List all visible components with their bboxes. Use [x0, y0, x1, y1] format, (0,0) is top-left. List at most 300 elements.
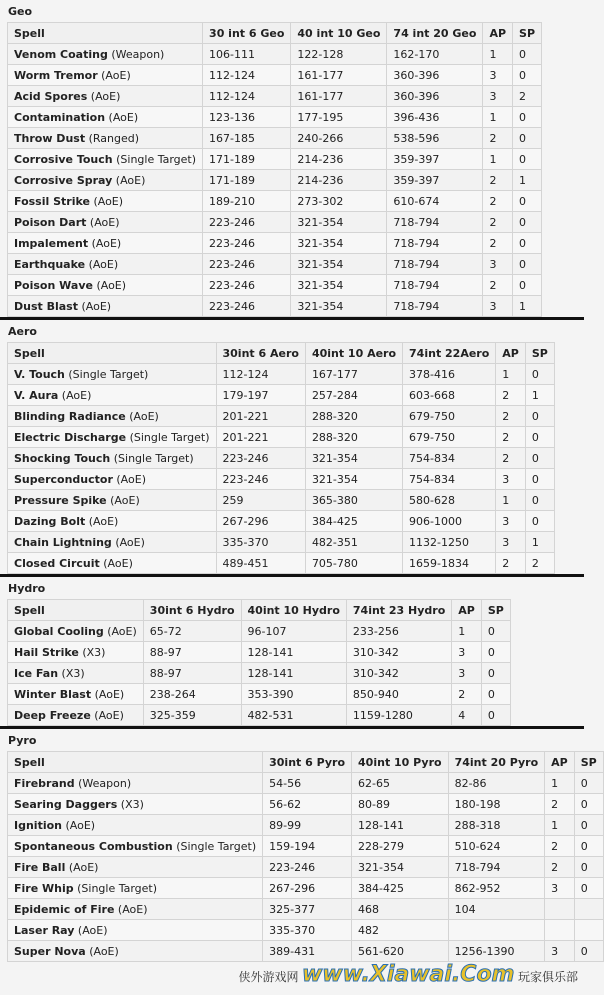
spell-cell: [8, 773, 263, 794]
sp-cell: 1: [525, 385, 554, 406]
section-geo: [0, 0, 584, 317]
damage-cell: 310-342: [346, 663, 451, 684]
spell-name: Blinding Radiance: [14, 409, 126, 423]
column-header: AP: [496, 343, 526, 364]
ap-cell: 1: [545, 773, 575, 794]
damage-cell: 718-794: [387, 212, 483, 233]
spell-name: Poison Wave: [14, 278, 93, 292]
damage-cell: 104: [448, 899, 545, 920]
spell-cell: [8, 364, 217, 385]
damage-cell: 378-416: [403, 364, 496, 385]
table-header-row: [8, 23, 542, 44]
spell-tag: (AoE): [77, 923, 108, 937]
damage-cell: 325-359: [143, 705, 241, 726]
ap-cell: 2: [545, 857, 575, 878]
spell-tag: (AoE): [129, 409, 159, 423]
sp-cell: 0: [525, 406, 554, 427]
damage-cell: 179-197: [216, 385, 305, 406]
spell-tag: (AoE): [94, 687, 125, 701]
ap-cell: 3: [496, 469, 526, 490]
damage-cell: 321-354: [352, 857, 449, 878]
table-row: [8, 920, 604, 941]
watermark-text-left: 侠外游戏网: [238, 970, 299, 984]
table-row: [8, 532, 555, 553]
sp-cell: 0: [481, 621, 510, 642]
watermark-logo: [238, 962, 578, 987]
damage-cell: 240-266: [291, 128, 387, 149]
column-header: 74int 22Aero: [403, 343, 496, 364]
table-row: [8, 149, 542, 170]
damage-cell: 321-354: [291, 275, 387, 296]
damage-cell: 360-396: [387, 65, 483, 86]
damage-cell: 233-256: [346, 621, 451, 642]
table-row: [8, 448, 555, 469]
damage-cell: 679-750: [403, 427, 496, 448]
spell-name: Electric Discharge: [14, 430, 127, 444]
sp-cell: 0: [574, 836, 603, 857]
column-header: 40 int 10 Geo: [291, 23, 387, 44]
spell-tag: (Single Target): [68, 367, 149, 381]
spell-cell: [8, 233, 203, 254]
column-header: 30int 6 Hydro: [143, 600, 241, 621]
damage-cell: 510-624: [448, 836, 545, 857]
table-row: [8, 899, 604, 920]
spell-cell: [8, 705, 144, 726]
column-header: 40int 10 Aero: [305, 343, 402, 364]
ap-cell: [545, 899, 575, 920]
column-header: SP: [513, 23, 542, 44]
spell-name: Dazing Bolt: [14, 514, 86, 528]
spell-tag: (X3): [82, 645, 106, 659]
column-header: Spell: [8, 600, 144, 621]
column-header: SP: [574, 752, 603, 773]
column-header: 74 int 20 Geo: [387, 23, 483, 44]
ap-cell: 3: [496, 532, 526, 553]
table-row: [8, 511, 555, 532]
damage-cell: 177-195: [291, 107, 387, 128]
spell-tag: (AoE): [94, 708, 124, 722]
table-row: [8, 490, 555, 511]
sp-cell: 0: [481, 663, 510, 684]
damage-cell: 80-89: [352, 794, 449, 815]
damage-cell: 610-674: [387, 191, 483, 212]
column-header: Spell: [8, 343, 217, 364]
damage-cell: 718-794: [387, 254, 483, 275]
table-header-row: [8, 752, 604, 773]
ap-cell: 1: [452, 621, 482, 642]
spell-name: Closed Circuit: [14, 556, 100, 570]
damage-cell: 189-210: [203, 191, 291, 212]
spell-cell: [8, 511, 217, 532]
damage-cell: 384-425: [305, 511, 402, 532]
damage-cell: 1256-1390: [448, 941, 545, 962]
damage-cell: 321-354: [291, 212, 387, 233]
damage-cell: 321-354: [305, 469, 402, 490]
table-row: [8, 212, 542, 233]
table-row: [8, 44, 542, 65]
ap-cell: 2: [483, 170, 513, 191]
damage-cell: 223-246: [203, 296, 291, 317]
ap-cell: 3: [483, 296, 513, 317]
damage-cell: 603-668: [403, 385, 496, 406]
table-row: [8, 406, 555, 427]
sp-cell: [574, 920, 603, 941]
table-row: [8, 878, 604, 899]
damage-cell: 359-397: [387, 170, 483, 191]
table-row: [8, 233, 542, 254]
table-header-row: [8, 600, 511, 621]
ap-cell: 3: [496, 511, 526, 532]
spell-tag: (Single Target): [129, 430, 210, 444]
damage-cell: 201-221: [216, 427, 305, 448]
table-row: [8, 296, 542, 317]
column-header: AP: [545, 752, 575, 773]
spell-cell: [8, 857, 263, 878]
damage-cell: 389-431: [263, 941, 352, 962]
damage-cell: 718-794: [387, 233, 483, 254]
spell-tag: (Single Target): [116, 152, 197, 166]
sp-cell: 0: [525, 448, 554, 469]
damage-cell: 228-279: [352, 836, 449, 857]
damage-cell: 267-296: [216, 511, 305, 532]
damage-cell: 679-750: [403, 406, 496, 427]
damage-cell: 862-952: [448, 878, 545, 899]
ap-cell: 2: [496, 406, 526, 427]
damage-cell: 360-396: [387, 86, 483, 107]
damage-cell: 112-124: [216, 364, 305, 385]
column-header: Spell: [8, 752, 263, 773]
damage-cell: 273-302: [291, 191, 387, 212]
ap-cell: 2: [496, 427, 526, 448]
ap-cell: 2: [452, 684, 482, 705]
table-header-row: [8, 343, 555, 364]
spell-name: V. Aura: [14, 388, 59, 402]
sp-cell: 0: [481, 705, 510, 726]
spell-name: Winter Blast: [14, 687, 92, 701]
sp-cell: 0: [574, 941, 603, 962]
damage-cell: 128-141: [352, 815, 449, 836]
damage-cell: 580-628: [403, 490, 496, 511]
sp-cell: 0: [513, 65, 542, 86]
damage-cell: 850-940: [346, 684, 451, 705]
sp-cell: 0: [481, 642, 510, 663]
spell-tag: (AoE): [115, 173, 146, 187]
damage-cell: 128-141: [241, 642, 346, 663]
damage-cell: 159-194: [263, 836, 352, 857]
damage-cell: 259: [216, 490, 305, 511]
damage-cell: 62-65: [352, 773, 449, 794]
spell-cell: [8, 170, 203, 191]
damage-cell: 257-284: [305, 385, 402, 406]
spell-tag: (Weapon): [78, 776, 132, 790]
spell-cell: [8, 794, 263, 815]
spell-tag: (AoE): [90, 89, 121, 103]
ap-cell: 2: [496, 448, 526, 469]
spell-name: Pressure Spike: [14, 493, 107, 507]
sp-cell: 0: [525, 511, 554, 532]
damage-cell: 171-189: [203, 149, 291, 170]
section-title: Aero: [8, 325, 37, 338]
damage-cell: 214-236: [291, 170, 387, 191]
spell-cell: [8, 490, 217, 511]
spell-tag: (AoE): [103, 556, 133, 570]
damage-cell: 482-351: [305, 532, 402, 553]
spell-tag: (AoE): [116, 472, 146, 486]
sp-cell: 0: [574, 857, 603, 878]
damage-cell: 718-794: [387, 275, 483, 296]
ap-cell: 1: [545, 815, 575, 836]
ap-cell: 3: [452, 663, 482, 684]
watermark-url: www.Xiawai.Com: [301, 962, 515, 987]
spell-cell: [8, 385, 217, 406]
table-row: [8, 642, 511, 663]
spell-name: Global Cooling: [14, 624, 104, 638]
damage-cell: 223-246: [216, 448, 305, 469]
column-header: 30 int 6 Geo: [203, 23, 291, 44]
spell-name: V. Touch: [14, 367, 65, 381]
section-pyro: [0, 726, 597, 962]
damage-cell: 321-354: [291, 254, 387, 275]
spell-cell: [8, 553, 217, 574]
damage-cell: 96-107: [241, 621, 346, 642]
spell-cell: [8, 663, 144, 684]
ap-cell: 1: [496, 364, 526, 385]
column-header: AP: [483, 23, 513, 44]
sp-cell: 0: [481, 684, 510, 705]
ap-cell: 2: [496, 553, 526, 574]
table-row: [8, 469, 555, 490]
table-row: [8, 794, 604, 815]
spell-tag: (AoE): [117, 902, 148, 916]
spell-name: Ignition: [14, 818, 62, 832]
damage-cell: 171-189: [203, 170, 291, 191]
damage-cell: 353-390: [241, 684, 346, 705]
spell-tag: (AoE): [88, 257, 119, 271]
watermark-text-right: 玩家俱乐部: [517, 970, 578, 984]
spell-cell: [8, 621, 144, 642]
spell-name: Corrosive Touch: [14, 152, 113, 166]
spell-name: Worm Tremor: [14, 68, 98, 82]
table-row: [8, 364, 555, 385]
damage-cell: 754-834: [403, 469, 496, 490]
spell-name: Dust Blast: [14, 299, 78, 313]
spell-name: Fossil Strike: [14, 194, 90, 208]
column-header: 30int 6 Pyro: [263, 752, 352, 773]
spell-name: Shocking Touch: [14, 451, 111, 465]
damage-cell: 223-246: [203, 233, 291, 254]
damage-cell: 167-185: [203, 128, 291, 149]
spell-tag: (AoE): [68, 860, 99, 874]
spell-table: [7, 751, 604, 962]
ap-cell: 1: [496, 490, 526, 511]
spell-name: Poison Dart: [14, 215, 87, 229]
damage-cell: 65-72: [143, 621, 241, 642]
spell-cell: [8, 128, 203, 149]
column-header: Spell: [8, 23, 203, 44]
damage-cell: 754-834: [403, 448, 496, 469]
spell-name: Epidemic of Fire: [14, 902, 115, 916]
damage-cell: 288-320: [305, 406, 402, 427]
damage-cell: 384-425: [352, 878, 449, 899]
damage-cell: 359-397: [387, 149, 483, 170]
spell-name: Ice Fan: [14, 666, 59, 680]
ap-cell: 2: [483, 212, 513, 233]
table-row: [8, 857, 604, 878]
ap-cell: [545, 920, 575, 941]
sp-cell: 0: [513, 275, 542, 296]
damage-cell: 468: [352, 899, 449, 920]
spell-tag: (Single Target): [176, 839, 257, 853]
spell-cell: [8, 448, 217, 469]
spell-name: Contamination: [14, 110, 106, 124]
spell-name: Corrosive Spray: [14, 173, 113, 187]
spell-tag: (X3): [120, 797, 144, 811]
ap-cell: 2: [483, 275, 513, 296]
table-row: [8, 86, 542, 107]
column-header: SP: [481, 600, 510, 621]
ap-cell: 3: [545, 941, 575, 962]
spell-name: Venom Coating: [14, 47, 108, 61]
ap-cell: 1: [483, 44, 513, 65]
table-row: [8, 621, 511, 642]
spell-cell: [8, 941, 263, 962]
ap-cell: 2: [483, 233, 513, 254]
spell-tag: (X3): [61, 666, 85, 680]
spell-tag: (AoE): [81, 299, 112, 313]
section-title: Hydro: [8, 582, 46, 595]
damage-cell: 106-111: [203, 44, 291, 65]
spell-tag: (AoE): [65, 818, 96, 832]
sp-cell: [574, 899, 603, 920]
damage-cell: 223-246: [203, 254, 291, 275]
spell-cell: [8, 836, 263, 857]
column-header: 40int 10 Pyro: [352, 752, 449, 773]
spell-cell: [8, 642, 144, 663]
damage-cell: 1159-1280: [346, 705, 451, 726]
spell-cell: [8, 212, 203, 233]
damage-cell: 223-246: [203, 212, 291, 233]
ap-cell: 2: [545, 794, 575, 815]
section-aero: [0, 317, 584, 574]
spell-tag: (AoE): [96, 278, 127, 292]
sp-cell: 0: [574, 815, 603, 836]
spell-tag: (Weapon): [111, 47, 165, 61]
spell-name: Laser Ray: [14, 923, 75, 937]
spell-tag: (AoE): [93, 194, 124, 208]
sp-cell: 0: [513, 107, 542, 128]
sp-cell: 0: [513, 254, 542, 275]
spell-name: Earthquake: [14, 257, 86, 271]
damage-cell: 267-296: [263, 878, 352, 899]
table-row: [8, 254, 542, 275]
damage-cell: 162-170: [387, 44, 483, 65]
ap-cell: 2: [496, 385, 526, 406]
table-row: [8, 191, 542, 212]
spell-cell: [8, 296, 203, 317]
damage-cell: 321-354: [291, 233, 387, 254]
ap-cell: 3: [483, 86, 513, 107]
ap-cell: 4: [452, 705, 482, 726]
table-row: [8, 427, 555, 448]
damage-cell: 88-97: [143, 663, 241, 684]
table-row: [8, 815, 604, 836]
ap-cell: 1: [483, 107, 513, 128]
sp-cell: 0: [513, 44, 542, 65]
damage-cell: 122-128: [291, 44, 387, 65]
spell-name: Spontaneous Combustion: [14, 839, 173, 853]
damage-cell: 288-318: [448, 815, 545, 836]
sp-cell: 1: [513, 170, 542, 191]
spell-tag: (Single Target): [77, 881, 158, 895]
spell-table: [7, 599, 511, 726]
sp-cell: 0: [513, 149, 542, 170]
spell-tag: (AoE): [91, 236, 122, 250]
spell-tag: (AoE): [89, 215, 120, 229]
damage-cell: 718-794: [448, 857, 545, 878]
damage-cell: 561-620: [352, 941, 449, 962]
spell-name: Chain Lightning: [14, 535, 112, 549]
damage-cell: 123-136: [203, 107, 291, 128]
spell-tag: (AoE): [61, 388, 92, 402]
damage-cell: 365-380: [305, 490, 402, 511]
damage-cell: 180-198: [448, 794, 545, 815]
damage-cell: 112-124: [203, 65, 291, 86]
table-row: [8, 128, 542, 149]
spell-name: Impalement: [14, 236, 89, 250]
spell-tag: (AoE): [115, 535, 145, 549]
spell-cell: [8, 532, 217, 553]
spell-cell: [8, 254, 203, 275]
damage-cell: 538-596: [387, 128, 483, 149]
column-header: AP: [452, 600, 482, 621]
damage-cell: 214-236: [291, 149, 387, 170]
sp-cell: 0: [525, 364, 554, 385]
damage-cell: 201-221: [216, 406, 305, 427]
damage-cell: 489-451: [216, 553, 305, 574]
spell-tag: (Ranged): [88, 131, 140, 145]
spell-tag: (AoE): [89, 944, 119, 958]
column-header: 74int 20 Pyro: [448, 752, 545, 773]
damage-cell: 288-320: [305, 427, 402, 448]
damage-cell: 321-354: [291, 296, 387, 317]
spell-tag: (AoE): [101, 68, 131, 82]
sp-cell: 1: [513, 296, 542, 317]
sp-cell: 1: [525, 532, 554, 553]
damage-cell: 335-370: [216, 532, 305, 553]
spell-tag: (AoE): [110, 493, 140, 507]
sp-cell: 0: [574, 794, 603, 815]
sp-cell: 2: [513, 86, 542, 107]
damage-cell: 325-377: [263, 899, 352, 920]
table-row: [8, 941, 604, 962]
spell-name: Searing Daggers: [14, 797, 118, 811]
section-title: Pyro: [8, 734, 37, 747]
spell-name: Acid Spores: [14, 89, 88, 103]
spell-cell: [8, 65, 203, 86]
sp-cell: 0: [525, 490, 554, 511]
spell-tag: (AoE): [88, 514, 119, 528]
spell-tag: (AoE): [107, 624, 137, 638]
table-row: [8, 836, 604, 857]
damage-cell: 223-246: [216, 469, 305, 490]
damage-cell: 161-177: [291, 65, 387, 86]
spell-name: Hail Strike: [14, 645, 79, 659]
damage-cell: 161-177: [291, 86, 387, 107]
damage-cell: 238-264: [143, 684, 241, 705]
spell-cell: [8, 107, 203, 128]
damage-cell: 482: [352, 920, 449, 941]
spell-cell: [8, 406, 217, 427]
